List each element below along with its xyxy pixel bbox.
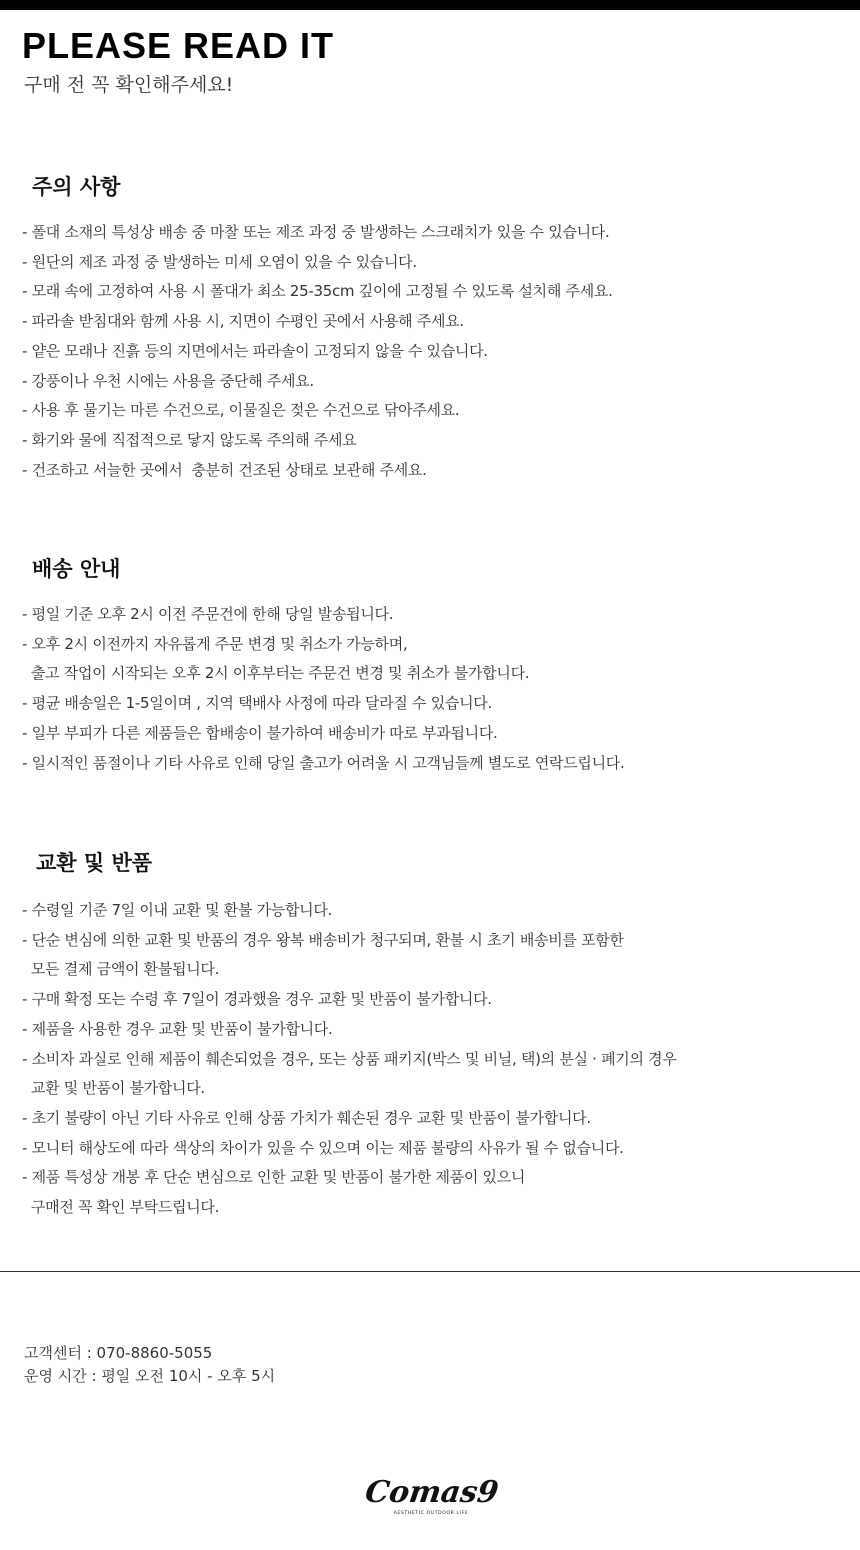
list-item: - 화기와 물에 직접적으로 닿지 않도록 주의해 주세요 — [22, 430, 357, 449]
list-item: 구매전 꼭 확인 부탁드립니다. — [22, 1198, 220, 1217]
list-item: - 얕은 모래나 진흙 등의 지면에서는 파라솔이 고정되지 않을 수 있습니다. — [22, 341, 488, 360]
list-item: - 소비자 과실로 인해 제품이 훼손되었을 경우, 또는 상품 패키지(박스 및 비닐, 택)의 분실 · 폐기의 경우 — [22, 1049, 677, 1068]
page-title: PLEASE READ IT — [22, 25, 335, 66]
list-item: - 모니터 해상도에 따라 색상의 차이가 있을 수 있으며 이는 제품 불량의 사유가 될 수 없습니다. — [22, 1138, 624, 1157]
list-item: - 초기 불량이 아닌 기타 사유로 인해 상품 가치가 훼손된 경우 교환 및 반품이 불가합니다. — [22, 1108, 591, 1127]
list-item: - 평일 기준 오후 2시 이전 주문건에 한해 당일 발송됩니다. — [22, 605, 394, 623]
caution-heading: 주의 사항 — [32, 175, 121, 199]
list-item: - 건조하고 서늘한 곳에서 충분히 건조된 상태로 보관해 주세요. — [22, 460, 427, 479]
list-item: - 제품 특성상 개봉 후 단순 변심으로 인한 교환 및 반품이 불가한 제품이 있으니 — [22, 1168, 526, 1187]
list-item: - 수령일 기준 7일 이내 교환 및 환불 가능합니다. — [22, 901, 332, 919]
list-item: - 일시적인 품절이나 기타 사유로 인해 당일 출고가 어려울 시 고객님들께 별도로 연락드립니다. — [22, 753, 625, 772]
top-bar — [0, 0, 860, 10]
logo-wordmark: Comas9 — [363, 1475, 501, 1510]
exchange-list — [22, 896, 677, 1223]
page-subtitle: 구매 전 꼭 확인해주세요! — [24, 74, 234, 96]
caution-list — [22, 218, 613, 485]
list-item: - 모래 속에 고정하여 사용 시 폴대가 최소 25-35cm 깊이에 고정될 수 있도록 설치해 주세요. — [22, 282, 613, 301]
business-hours-line: 운영 시간 : 평일 오전 10시 - 오후 5시 — [24, 1367, 276, 1385]
list-item: - 제품을 사용한 경우 교환 및 반품이 불가합니다. — [22, 1019, 333, 1038]
list-item: - 오후 2시 이전까지 자유롭게 주문 변경 및 취소가 가능하며, — [22, 634, 408, 653]
list-item: 교환 및 반품이 불가합니다. — [22, 1079, 205, 1098]
list-item: 모든 결제 금액이 환불됩니다. — [22, 960, 220, 979]
brand-logo — [363, 1470, 501, 1518]
contact-info — [24, 1342, 275, 1388]
exchange-heading: 교환 및 반품 — [36, 851, 153, 875]
list-item: - 강풍이나 우천 시에는 사용을 중단해 주세요. — [22, 371, 314, 390]
list-item: - 폴대 소재의 특성상 배송 중 마찰 또는 제조 과정 중 발생하는 스크래치가 있을 수 있습니다. — [22, 223, 610, 241]
logo-tagline: AESTHETIC OUTDOOR LIFE — [393, 1511, 469, 1516]
customer-center-line: 고객센터 : 070-8860-5055 — [24, 1344, 213, 1362]
footer-divider — [0, 1271, 860, 1272]
list-item: 출고 작업이 시작되는 오후 2시 이후부터는 주문건 변경 및 취소가 불가합니다. — [22, 664, 530, 683]
shipping-list — [22, 600, 624, 778]
list-item: - 일부 부피가 다른 제품들은 합배송이 불가하여 배송비가 따로 부과됩니다. — [22, 723, 498, 742]
list-item: - 파라솔 받침대와 함께 사용 시, 지면이 수평인 곳에서 사용해 주세요. — [22, 312, 464, 331]
list-item: - 사용 후 물기는 마른 수건으로, 이물질은 젖은 수건으로 닦아주세요. — [22, 401, 460, 420]
list-item: - 원단의 제조 과정 중 발생하는 미세 오염이 있을 수 있습니다. — [22, 252, 417, 271]
list-item: - 구매 확정 또는 수령 후 7일이 경과했을 경우 교환 및 반품이 불가합니다. — [22, 990, 492, 1009]
shipping-heading: 배송 안내 — [32, 557, 121, 581]
list-item: - 단순 변심에 의한 교환 및 반품의 경우 왕복 배송비가 청구되며, 환불 시 초기 배송비를 포함한 — [22, 930, 624, 949]
list-item: - 평균 배송일은 1-5일이며 , 지역 택배사 사정에 따라 달라질 수 있습니다. — [22, 694, 492, 713]
